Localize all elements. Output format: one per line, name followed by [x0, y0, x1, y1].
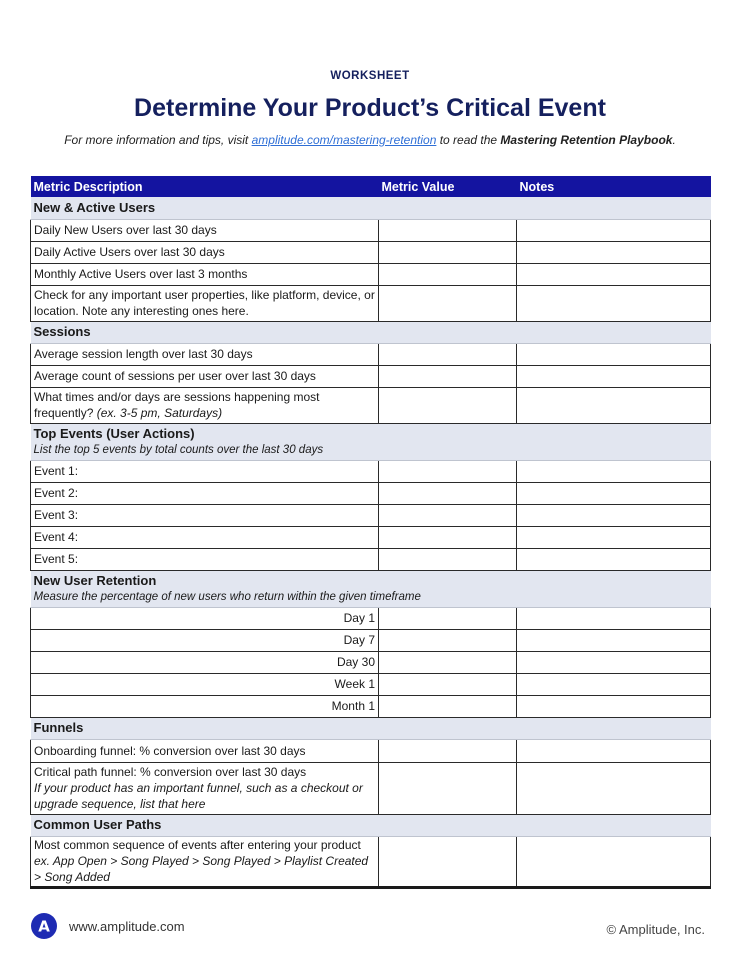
metric-label: Daily New Users over last 30 days [31, 219, 379, 241]
metric-value-cell[interactable] [379, 629, 517, 651]
metric-value-cell[interactable] [379, 836, 517, 887]
metric-value-cell[interactable] [379, 526, 517, 548]
metric-label: Onboarding funnel: % conversion over last 30 days [31, 739, 379, 762]
table-row [31, 836, 711, 887]
worksheet-table [30, 176, 711, 889]
intro-mid: to read the [436, 133, 501, 147]
section-title: Funnels [33, 720, 84, 735]
metric-value-cell[interactable] [379, 673, 517, 695]
col-notes: Notes [517, 176, 711, 197]
section-common-user-paths [31, 814, 711, 836]
metric-value-cell[interactable] [379, 607, 517, 629]
section-title: New User Retention [33, 572, 157, 588]
table-row [31, 285, 711, 321]
metric-value-cell[interactable] [379, 343, 517, 365]
metric-label: Monthly Active Users over last 3 months [31, 263, 379, 285]
table-row [31, 607, 711, 629]
intro-text [0, 133, 740, 147]
metric-example: (ex. 3-5 pm, Saturdays) [96, 406, 223, 420]
table-row [31, 548, 711, 570]
notes-cell[interactable] [517, 607, 711, 629]
notes-cell[interactable] [517, 836, 711, 887]
footer-copyright: © Amplitude, Inc. [606, 922, 705, 937]
section-new-user-retention [31, 570, 711, 607]
metric-label-text: What times and/or days are sessions happening most frequently? [34, 390, 320, 420]
notes-cell[interactable] [517, 482, 711, 504]
notes-cell[interactable] [517, 343, 711, 365]
col-metric-value: Metric Value [379, 176, 517, 197]
retention-period: Day 1 [31, 607, 379, 629]
table-row [31, 762, 711, 814]
metric-label: Event 5: [31, 548, 379, 570]
metric-value-cell[interactable] [379, 365, 517, 387]
logo-letter: A [38, 917, 50, 936]
retention-period: Day 30 [31, 651, 379, 673]
table-row [31, 629, 711, 651]
notes-cell[interactable] [517, 548, 711, 570]
metric-label-text: Critical path funnel: % conversion over last 30 days [34, 765, 307, 779]
metric-value-cell[interactable] [379, 241, 517, 263]
playbook-name: Mastering Retention Playbook [500, 133, 673, 147]
table-row [31, 263, 711, 285]
table-header [31, 176, 711, 197]
table-row [31, 482, 711, 504]
logo-glyph [31, 913, 57, 939]
notes-cell[interactable] [517, 526, 711, 548]
section-funnels [31, 717, 711, 739]
metric-label [31, 762, 379, 814]
notes-cell[interactable] [517, 263, 711, 285]
metric-value-cell[interactable] [379, 504, 517, 526]
intro-end: . [672, 133, 676, 147]
retention-period: Day 7 [31, 629, 379, 651]
notes-cell[interactable] [517, 673, 711, 695]
metric-label: Daily Active Users over last 30 days [31, 241, 379, 263]
table-row [31, 387, 711, 423]
notes-cell[interactable] [517, 504, 711, 526]
table-row [31, 739, 711, 762]
metric-value-cell[interactable] [379, 219, 517, 241]
section-sessions [31, 321, 711, 343]
metric-value-cell[interactable] [379, 263, 517, 285]
metric-label: Event 2: [31, 482, 379, 504]
table-row [31, 219, 711, 241]
metric-example: ex. App Open > Song Played > Song Played > Playlist Created > Song Added [34, 854, 369, 884]
metric-value-cell[interactable] [379, 762, 517, 814]
metric-label: Event 3: [31, 504, 379, 526]
worksheet-label: WORKSHEET [330, 70, 410, 82]
retention-period: Month 1 [31, 695, 379, 717]
metric-example: If your product has an important funnel, such as a checkout or upgrade sequence, list that here [34, 781, 363, 811]
section-title: New & Active Users [33, 199, 156, 215]
notes-cell[interactable] [517, 460, 711, 482]
table-row [31, 241, 711, 263]
metric-label [31, 387, 379, 423]
notes-cell[interactable] [517, 241, 711, 263]
table-row [31, 526, 711, 548]
section-title: Common User Paths [33, 817, 162, 832]
metric-value-cell[interactable] [379, 460, 517, 482]
retention-period: Week 1 [31, 673, 379, 695]
col-metric-description: Metric Description [31, 176, 379, 197]
metric-label [31, 836, 379, 887]
section-title: Sessions [33, 324, 91, 339]
metric-value-cell[interactable] [379, 482, 517, 504]
table-row [31, 695, 711, 717]
notes-cell[interactable] [517, 219, 711, 241]
metric-label-text: Most common sequence of events after entering your product [34, 838, 361, 852]
page-title: Determine Your Product’s Critical Event [134, 94, 606, 122]
notes-cell[interactable] [517, 651, 711, 673]
section-subtitle: Measure the percentage of new users who return within the given timeframe [33, 590, 421, 603]
table-row [31, 365, 711, 387]
table-row [31, 460, 711, 482]
metric-label: Average count of sessions per user over last 30 days [31, 365, 379, 387]
notes-cell[interactable] [517, 695, 711, 717]
metric-label: Check for any important user properties, like platform, device, or location. Note any interesting ones here. [31, 285, 379, 321]
metric-value-cell[interactable] [379, 651, 517, 673]
notes-cell[interactable] [517, 762, 711, 814]
retention-link[interactable]: amplitude.com/mastering-retention [251, 133, 437, 147]
metric-label: Average session length over last 30 days [31, 343, 379, 365]
metric-value-cell[interactable] [379, 548, 517, 570]
metric-value-cell[interactable] [379, 695, 517, 717]
notes-cell[interactable] [517, 739, 711, 762]
amplitude-logo-icon [31, 913, 57, 939]
notes-cell[interactable] [517, 387, 711, 423]
metric-value-cell[interactable] [379, 285, 517, 321]
section-top-events [31, 423, 711, 460]
notes-cell[interactable] [517, 629, 711, 651]
footer-website[interactable]: www.amplitude.com [69, 919, 185, 934]
table-row [31, 651, 711, 673]
intro-pre: For more information and tips, visit [64, 133, 252, 147]
table-row [31, 673, 711, 695]
notes-cell[interactable] [517, 365, 711, 387]
metric-value-cell[interactable] [379, 387, 517, 423]
section-title: Top Events (User Actions) [33, 425, 195, 441]
table-row [31, 343, 711, 365]
section-new-active-users [31, 197, 711, 219]
metric-label: Event 1: [31, 460, 379, 482]
metric-value-cell[interactable] [379, 739, 517, 762]
section-subtitle: List the top 5 events by total counts over the last 30 days [33, 443, 324, 456]
notes-cell[interactable] [517, 285, 711, 321]
metric-label: Event 4: [31, 526, 379, 548]
table-row [31, 504, 711, 526]
